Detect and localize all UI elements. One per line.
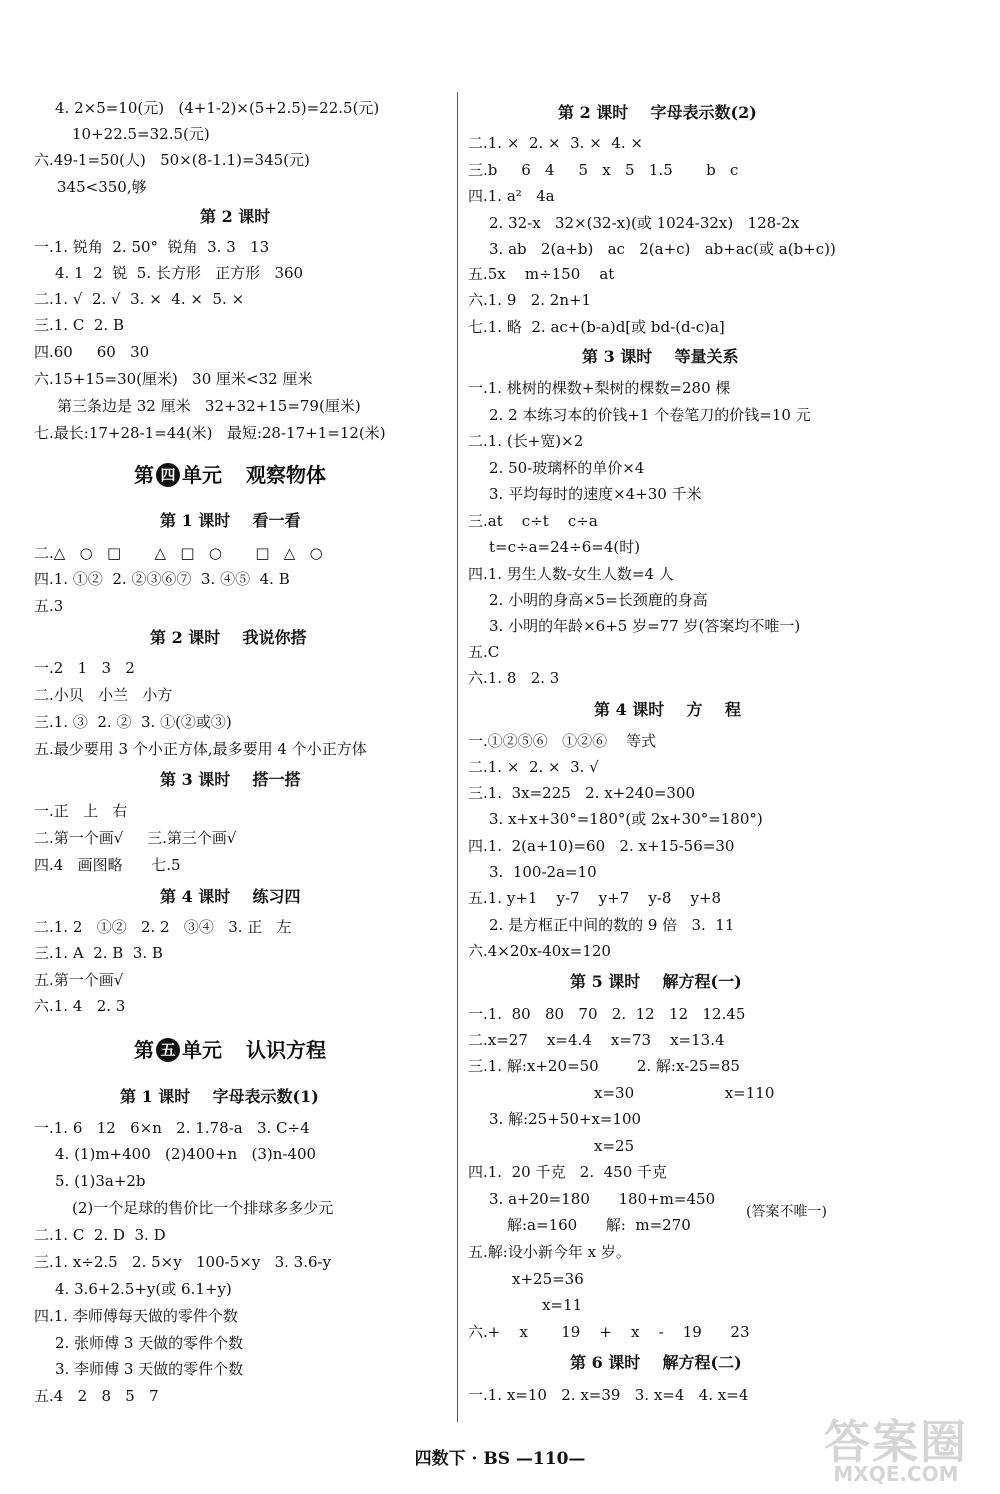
answer-line: 3. 平均每时的速度×4+30 千米 xyxy=(489,485,702,503)
section-heading: 第 6 课时 解方程(二) xyxy=(570,1353,742,1372)
answer-line: 三.b 6 4 5 x 5 1.5 b c xyxy=(468,161,739,179)
answer-line: 二.△ ○ □ △ □ ○ □ △ ○ xyxy=(34,544,323,562)
column-divider xyxy=(457,92,458,1422)
answer-line: 四.4 画图略 七.5 xyxy=(34,856,181,874)
answer-line: 三.1. ③ 2. ② 3. ①(②或③) xyxy=(34,713,232,731)
answer-line: 六.15+15=30(厘米) 30 厘米<32 厘米 xyxy=(34,370,313,388)
answer-line: 4. 2×5=10(元) (4+1-2)×(5+2.5)=22.5(元) xyxy=(55,99,380,117)
answer-line: 七.1. 略 2. ac+(b-a)d[或 bd-(d-c)a] xyxy=(468,318,725,336)
unit-title: 观察物体 xyxy=(246,463,326,487)
answer-line: x+25=36 xyxy=(512,1270,584,1288)
answer-line: 三.1. A 2. B 3. B xyxy=(34,944,163,962)
answer-line: 六.4×20x-40x=120 xyxy=(468,942,611,960)
answer-line: 二.小贝 小兰 小方 xyxy=(34,686,173,704)
answer-line: 四.1. 20 千克 2. 450 千克 xyxy=(468,1163,668,1181)
answer-line: 2. 32-x 32×(32-x)(或 1024-32x) 128-2x xyxy=(489,214,800,232)
answer-line: 四.1. ①② 2. ②③⑥⑦ 3. ④⑤ 4. B xyxy=(34,570,290,588)
answer-line: 二.1. C 2. D 3. D xyxy=(34,1226,166,1244)
answer-line: 二.x=27 x=4.4 x=73 x=13.4 xyxy=(468,1031,725,1049)
answer-line: 一.1. 80 80 70 2. 12 12 12.45 xyxy=(468,1005,746,1023)
answer-note: (答案不唯一) xyxy=(746,1204,827,1220)
answer-line: 三.1. 3x=225 2. x+240=300 xyxy=(468,784,696,802)
answer-line: 3. 李师傅 3 天做的零件个数 xyxy=(55,1360,244,1378)
answer-line: 二.1. (长+宽)×2 xyxy=(468,432,584,450)
answer-line: 四.1. a² 4a xyxy=(468,187,555,205)
answer-line: 3. a+20=180 180+m=450 xyxy=(489,1190,716,1208)
answer-line: 一.1. 桃树的棵数+梨树的棵数=280 棵 xyxy=(468,379,731,397)
answer-line: 第三条边是 32 厘米 32+32+15=79(厘米) xyxy=(57,397,361,415)
unit-suffix: 单元 xyxy=(182,1038,222,1062)
answer-line: 五.3 xyxy=(34,597,64,615)
answer-line: 2. 50-玻璃杯的单价×4 xyxy=(489,459,645,477)
answer-line: 五.5x m÷150 at xyxy=(468,265,615,283)
unit-title: 认识方程 xyxy=(246,1038,326,1062)
answer-line: 3. x+x+30°=180°(或 2x+30°=180°) xyxy=(489,810,763,828)
answer-line: 三.at c÷t c÷a xyxy=(468,512,598,530)
answer-line: 六.1. 8 2. 3 xyxy=(468,669,560,687)
answer-line: t=c÷a=24÷6=4(时) xyxy=(489,538,641,556)
answer-line: 四.1. 李师傅每天做的零件个数 xyxy=(34,1307,238,1325)
answer-line: 三.1. 解:x+20=50 2. 解:x-25=85 xyxy=(468,1057,740,1075)
answer-line: 二.1. × 2. × 3. × 4. × xyxy=(468,134,643,152)
answer-line: 二.1. × 2. × 3. √ xyxy=(468,758,599,776)
answer-line: 三.1. C 2. B xyxy=(34,316,124,334)
section-heading: 第 4 课时 练习四 xyxy=(160,887,301,906)
answer-line: x=11 xyxy=(542,1296,583,1314)
section-heading: 第 1 课时 看一看 xyxy=(160,511,301,530)
answer-line: 六.+ x 19 + x - 19 23 xyxy=(468,1323,750,1341)
answer-line: 一.2 1 3 2 xyxy=(34,659,135,677)
section-heading: 第 3 课时 等量关系 xyxy=(582,347,739,366)
answer-line: 一.正 上 右 xyxy=(34,802,128,820)
answer-line: (2)一个足球的售价比一个排球多多少元 xyxy=(72,1199,334,1217)
answer-line: 五.4 2 8 5 7 xyxy=(34,1387,159,1405)
section-heading: 第 1 课时 字母表示数(1) xyxy=(120,1087,319,1106)
answer-line: 一.1. x=10 2. x=39 3. x=4 4. x=4 xyxy=(468,1386,749,1404)
answer-line: 3. 解:25+50+x=100 xyxy=(489,1110,642,1128)
answer-line: 10+22.5=32.5(元) xyxy=(72,125,210,143)
answer-line: 3. 小明的年龄×6+5 岁=77 岁(答案均不唯一) xyxy=(489,617,801,635)
answer-line: 四.1. 男生人数-女生人数=4 人 xyxy=(468,565,674,583)
answer-line: 4. 1 2 锐 5. 长方形 正方形 360 xyxy=(55,264,304,282)
answer-line: 四.60 60 30 xyxy=(34,343,150,361)
answer-line: 五.第一个画√ xyxy=(34,971,124,989)
watermark-url: MXQE.COM xyxy=(833,1462,959,1486)
answer-line: 三.1. x÷2.5 2. 5×y 100-5×y 3. 3.6-y xyxy=(34,1253,332,1271)
answer-line: 3. 100-2a=10 xyxy=(489,863,597,881)
watermark-text: 答案圈 xyxy=(824,1415,968,1469)
answer-line: 一.①②⑤⑥ ①②⑥ 等式 xyxy=(468,732,657,750)
answer-line: 2. 张师傅 3 天做的零件个数 xyxy=(55,1334,244,1352)
answer-line: x=25 xyxy=(594,1137,635,1155)
answer-line: 2. 2 本练习本的价钱+1 个卷笔刀的价钱=10 元 xyxy=(489,406,811,424)
answer-line: 五.解:设小新今年 x 岁。 xyxy=(468,1243,631,1261)
unit-heading-4 xyxy=(134,460,326,490)
answer-line: 4. 3.6+2.5+y(或 6.1+y) xyxy=(55,1280,232,1298)
section-heading: 第 5 课时 解方程(一) xyxy=(570,972,742,991)
answer-line: 六.1. 9 2. 2n+1 xyxy=(468,291,592,309)
answer-line: 一.1. 锐角 2. 50° 锐角 3. 3 13 xyxy=(34,238,270,256)
unit-number-badge: 五 xyxy=(156,1038,180,1062)
answer-line: x=30 x=110 xyxy=(594,1084,775,1102)
answer-line: 二.1. 2 ①② 2. 2 ③④ 3. 正 左 xyxy=(34,918,292,936)
section-heading: 第 2 课时 xyxy=(200,207,271,226)
section-heading: 第 2 课时 字母表示数(2) xyxy=(558,103,757,122)
unit-heading-5 xyxy=(134,1035,326,1065)
unit-number-badge: 四 xyxy=(156,463,180,487)
unit-prefix: 第 xyxy=(134,1038,154,1062)
answer-line: 五.C xyxy=(468,643,500,661)
section-heading: 第 3 课时 搭一搭 xyxy=(160,770,301,789)
page-footer: 四数下 · BS —110— xyxy=(414,1449,586,1469)
answer-line: 五.最少要用 3 个小正方体,最多要用 4 个小正方体 xyxy=(34,740,367,758)
unit-suffix: 单元 xyxy=(182,463,222,487)
answer-line: 五.1. y+1 y-7 y+7 y-8 y+8 xyxy=(468,889,722,907)
answer-line: 5. (1)3a+2b xyxy=(55,1172,146,1190)
section-heading: 第 4 课时 方 程 xyxy=(594,700,741,719)
answer-line: 3. ab 2(a+b) ac 2(a+c) ab+ac(或 a(b+c)) xyxy=(489,240,836,258)
answer-line: 解:a=160 解: m=270 xyxy=(507,1216,691,1234)
section-heading: 第 2 课时 我说你搭 xyxy=(150,628,307,647)
answer-line: 一.1. 6 12 6×n 2. 1.78-a 3. C÷4 xyxy=(34,1119,310,1137)
answer-line: 二.第一个画√ 三.第三个画√ xyxy=(34,829,237,847)
answer-line: 六.1. 4 2. 3 xyxy=(34,997,126,1015)
answer-line: 六.49-1=50(人) 50×(8-1.1)=345(元) xyxy=(34,151,310,169)
watermark-logo xyxy=(806,1406,986,1488)
answer-line: 2. 是方框正中间的数的 9 倍 3. 11 xyxy=(489,916,735,934)
answer-line: 二.1. √ 2. √ 3. × 4. × 5. × xyxy=(34,290,245,308)
answer-line: 2. 小明的身高×5=长颈鹿的身高 xyxy=(489,591,708,609)
answer-line: 4. (1)m+400 (2)400+n (3)n-400 xyxy=(55,1145,317,1163)
answer-line: 七.最长:17+28-1=44(米) 最短:28-17+1=12(米) xyxy=(34,424,386,442)
answer-line: 345<350,够 xyxy=(57,178,147,196)
answer-line: 四.1. 2(a+10)=60 2. x+15-56=30 xyxy=(468,837,735,855)
unit-prefix: 第 xyxy=(134,463,154,487)
